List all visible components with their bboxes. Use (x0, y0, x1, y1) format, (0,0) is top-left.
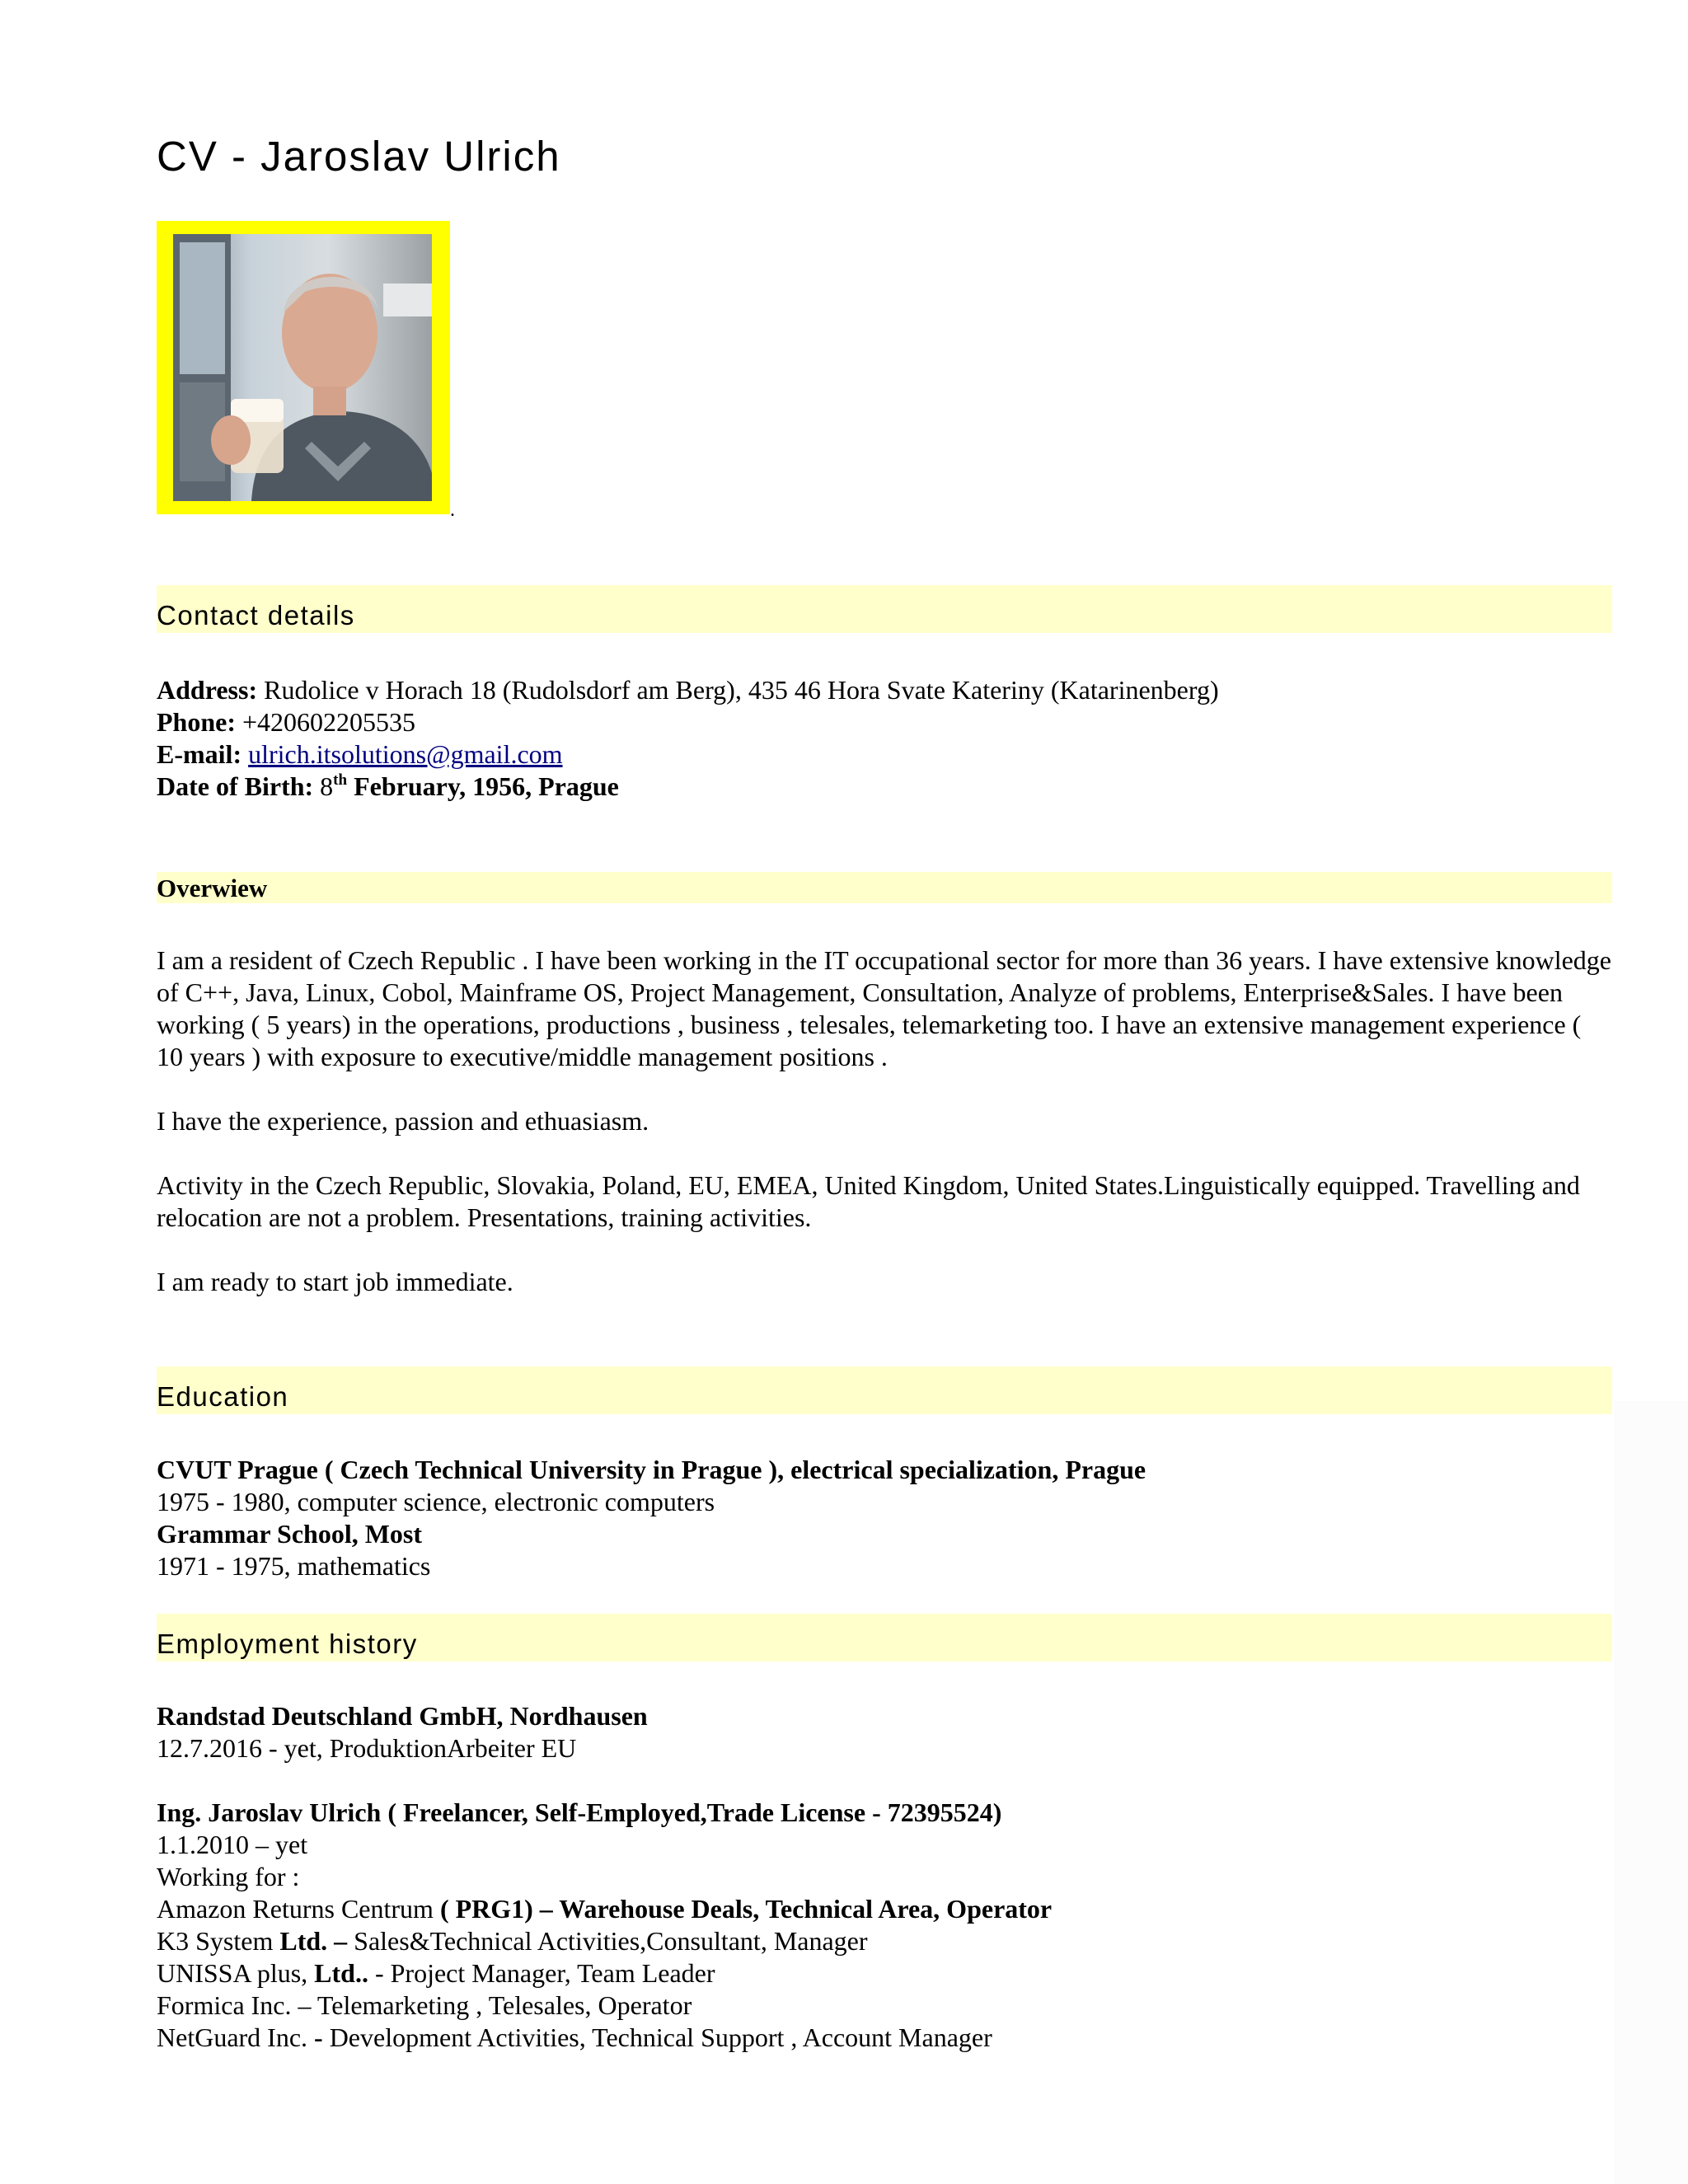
client-name: K3 System (157, 1926, 280, 1956)
dob-label: Date of Birth: (157, 771, 314, 801)
address-value: Rudolice v Horach 18 (Rudolsdorf am Berg), 435 46 Hora Svate Kateriny (Katarinenberg) (264, 675, 1219, 705)
client-line-netguard (157, 2022, 1612, 2054)
dob-day: 8 (320, 771, 334, 801)
email-link[interactable]: ulrich.itsolutions@gmail.com (248, 739, 563, 769)
client-name: UNISSA plus, (157, 1958, 315, 1988)
contact-heading-text: Contact details (157, 600, 355, 630)
page-title: CV - Jaroslav Ulrich (157, 133, 561, 180)
overview-heading-text: Overwiew (157, 874, 268, 902)
contact-details (157, 674, 1612, 803)
client-suffix: Ltd.. (314, 1958, 368, 1988)
education-detail: 1971 - 1975, mathematics (157, 1551, 431, 1581)
phone-value: +420602205535 (242, 707, 416, 737)
education-heading (157, 1366, 1612, 1414)
education-school: CVUT Prague ( Czech Technical University in Prague ), electrical specialization, Prague (157, 1455, 1146, 1484)
client-name: Amazon Returns Centrum (157, 1894, 440, 1924)
client-separator: - (314, 2022, 323, 2052)
employment-heading (157, 1614, 1612, 1661)
employment-heading-text: Employment history (157, 1629, 418, 1659)
client-line-k3 (157, 1925, 1612, 1957)
spacer (157, 1765, 1612, 1797)
overview-heading (157, 872, 1612, 903)
client-role: Sales&Technical Activities,Consultant, Manager (347, 1926, 868, 1956)
overview-paragraph: Activity in the Czech Republic, Slovakia, Poland, EU, EMEA, United Kingdom, United States.Linguistically equipped. Travelling and relocation are not a problem. Presentations, training activities. (157, 1170, 1580, 1232)
overview-body (157, 944, 1612, 1330)
dob-line (157, 771, 1612, 803)
job-working-for: Working for : (157, 1862, 300, 1891)
client-role: - Project Manager, Team Leader (368, 1958, 715, 1988)
email-label: E-mail: (157, 739, 242, 769)
education-detail: 1975 - 1980, computer science, electronic computers (157, 1487, 715, 1516)
contact-details-heading (157, 585, 1612, 633)
client-suffix: Ltd. – (279, 1926, 348, 1956)
cv-page (157, 0, 1615, 2184)
client-line-unissa (157, 1957, 1612, 1990)
email-line (157, 738, 1612, 771)
job-dates: 1.1.2010 – yet (157, 1830, 308, 1859)
profile-photo (173, 234, 432, 501)
job-company: Ing. Jaroslav Ulrich ( Freelancer, Self-Employed,Trade License - 72395524) (157, 1797, 1002, 1827)
overview-paragraph: I am ready to start job immediate. (157, 1267, 513, 1296)
page-edge-shade (1614, 1401, 1688, 2184)
client-line-formica: Formica Inc. – Telemarketing , Telesales, Operator (157, 1990, 692, 2020)
address-label: Address: (157, 675, 258, 705)
profile-photo-frame (157, 221, 450, 514)
phone-line (157, 706, 1612, 738)
job-detail: 12.7.2016 - yet, ProduktionArbeiter EU (157, 1733, 577, 1763)
photo-trailing-mark: . (450, 499, 455, 521)
dob-suffix: th (333, 771, 348, 789)
phone-label: Phone: (157, 707, 236, 737)
overview-paragraph: I am a resident of Czech Republic . I have been working in the IT occupational sector for more than 36 years. I have extensive knowledge of C++, Java, Linux, Cobol, Mainframe OS, Project Management, Consultation, Analyze of problems, Enterprise&Sales. I have been working ( 5 years) in the operations, productions , business , telesales, telemarketing too. I have an extensive management experience ( 10 years ) with exposure to executive/middle management positions . (157, 945, 1611, 1071)
employment-list (157, 1700, 1612, 2054)
client-role: Development Activities, Technical Support , Account Manager (322, 2022, 992, 2052)
education-school: Grammar School, Most (157, 1519, 423, 1549)
job-company: Randstad Deutschland GmbH, Nordhausen (157, 1701, 648, 1731)
client-name: NetGuard Inc. (157, 2022, 315, 2052)
overview-paragraph: I have the experience, passion and ethuasiasm. (157, 1106, 649, 1136)
education-heading-text: Education (157, 1381, 289, 1412)
client-role: ( PRG1) – Warehouse Deals, Technical Area, Operator (439, 1894, 1053, 1924)
client-line-amazon (157, 1893, 1612, 1925)
education-list (157, 1454, 1612, 1582)
address-line (157, 674, 1612, 706)
dob-rest: February, 1956, Prague (354, 771, 619, 801)
